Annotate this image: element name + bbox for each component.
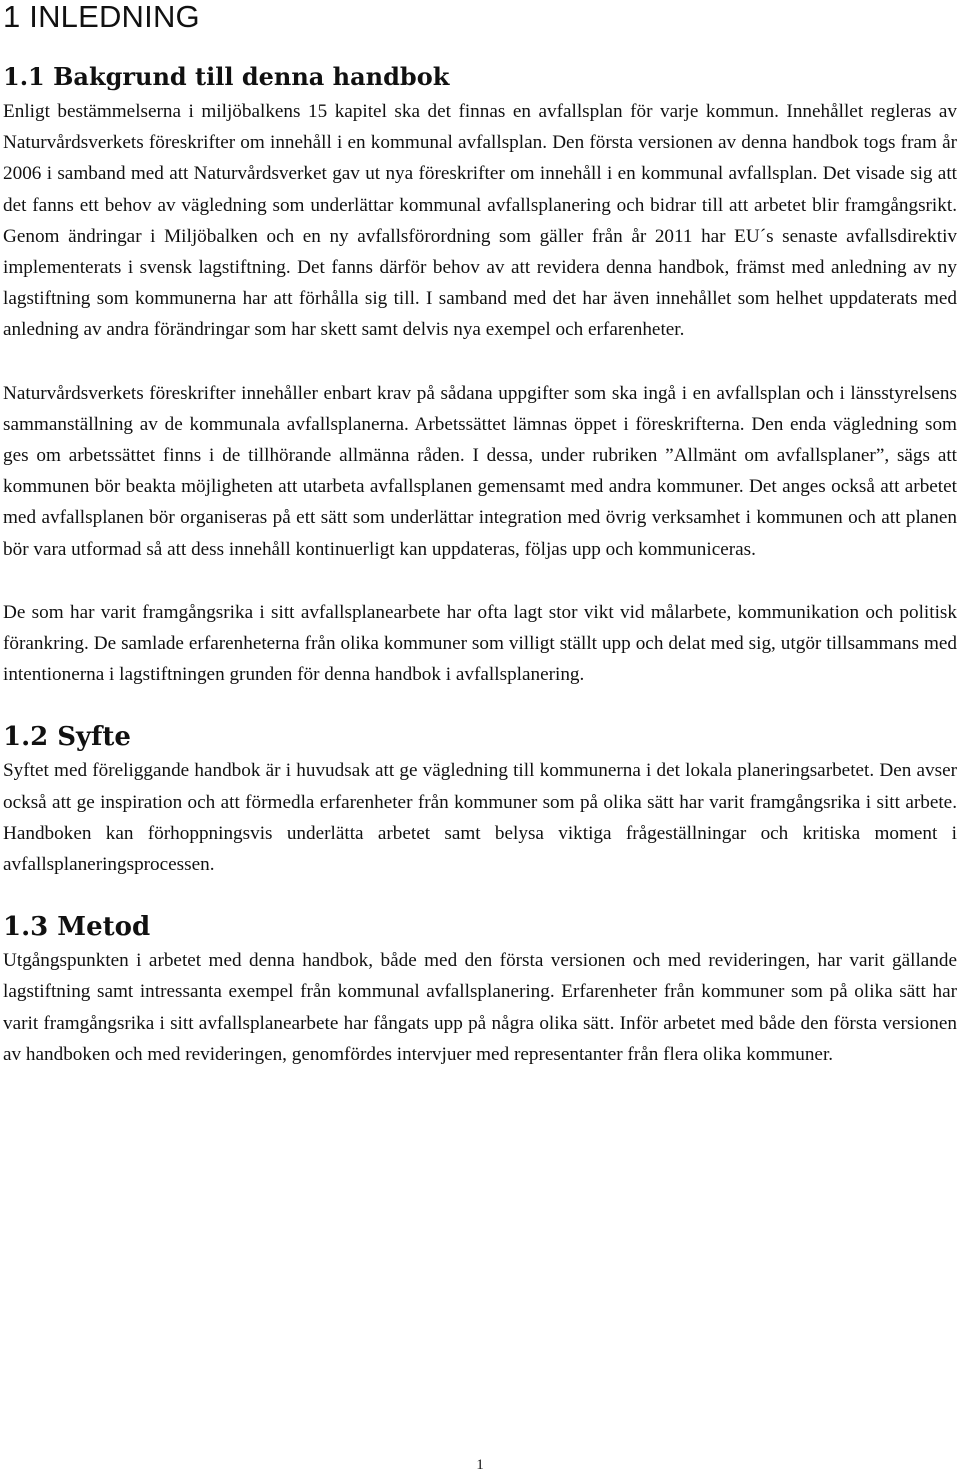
paragraph: Enligt bestämmelserna i miljöbalkens 15 kapitel ska det finnas en avfallsplan för varje kommun. Innehållet regleras av Naturvårdsverkets föreskrifter om innehåll i en kommunal avfallsplan. Den första versionen av denna handbok togs fram år 2006 i samband med att Naturvårdsverket gav ut nya föreskrifter om innehåll i en kommunal avfallsplan. Det visade sig att det fanns ett behov av vägledning som underlättar kommunal avfallsplanering och bidrar till att arbetet blir framgångsrikt. Genom ändringar i Miljöbalken och en ny avfallsförordning som gäller från år 2011 har EU´s senaste avfallsdirektiv implementerats i svensk lagstiftning. Det fanns därför behov av att revidera denna handbok, främst med anledning av ny lagstiftning som kommunerna har att förhålla sig till. I samband med det har även innehållet som helhet uppdaterats med anledning av andra förändringar som har skett samt delvis nya exempel och erfarenheter. — [3, 101, 957, 341]
paragraph: De som har varit framgångsrika i sitt avfallsplanearbete har ofta lagt stor vikt vid målarbete, kommunikation och politisk förankring. De samlade erfarenheterna från olika kommuner som villigt ställt upp och delat med sig, utgör tillsammans med intentionerna i lagstiftningen grunden för denna handbok i avfallsplanering. — [3, 601, 957, 686]
page-number: 1 — [476, 1457, 484, 1473]
document-page — [3, 0, 957, 1070]
chapter-heading: 1 INLEDNING — [3, 0, 200, 34]
section-heading-metod: 1.3 Metod — [3, 912, 151, 943]
paragraph: Utgångspunkten i arbetet med denna handbok, både med den första versionen och med revideringen, har varit gällande lagstiftning samt intressanta exempel från kommunal avfallsplanering. Erfarenheter från kommuner som på olika sätt har varit framgångsrika i sitt avfallsplanearbete har fångats upp på några olika sätt. Inför arbetet med både den första versionen av handboken och med revideringen, genomfördes intervjuer med representanter från flera olika kommuner. — [3, 950, 957, 1065]
section-heading-syfte: 1.2 Syfte — [3, 722, 131, 753]
paragraph: Naturvårdsverkets föreskrifter innehåller enbart krav på sådana uppgifter som ska ingå i en avfallsplan och i länsstyrelsens sammanställning av de kommunala avfallsplanerna. Arbetssättet lämnas öppet i föreskrifterna. Den enda vägledning som ges om arbetssättet finns i de tillhörande allmänna råden. I dessa, under rubriken ”Allmänt om avfallsplaner”, sägs att kommunen bör beakta möjligheten att utarbeta avfallsplanen gemensamt med andra kommuner. Det anges också att arbetet med avfallsplanen bör organiseras på ett sätt som underlättar integration med övrig verksamhet i kommunen och att planen bör vara utformad så att dess innehåll kontinuerligt kan uppdateras, följas upp och kommuniceras. — [3, 382, 957, 560]
paragraph: Syftet med föreliggande handbok är i huvudsak att ge vägledning till kommunerna i det lokala planeringsarbetet. Den avser också att ge inspiration och att förmedla erfarenheter från kommuner som på olika sätt har varit framgångsrika i sitt arbete. Handboken kan förhoppningsvis underlätta arbetet samt belysa viktiga frågeställningar och kritiska moment i avfallsplaneringsprocessen. — [3, 760, 957, 876]
section-heading-bakgrund: 1.1 Bakgrund till denna handbok — [3, 62, 450, 91]
